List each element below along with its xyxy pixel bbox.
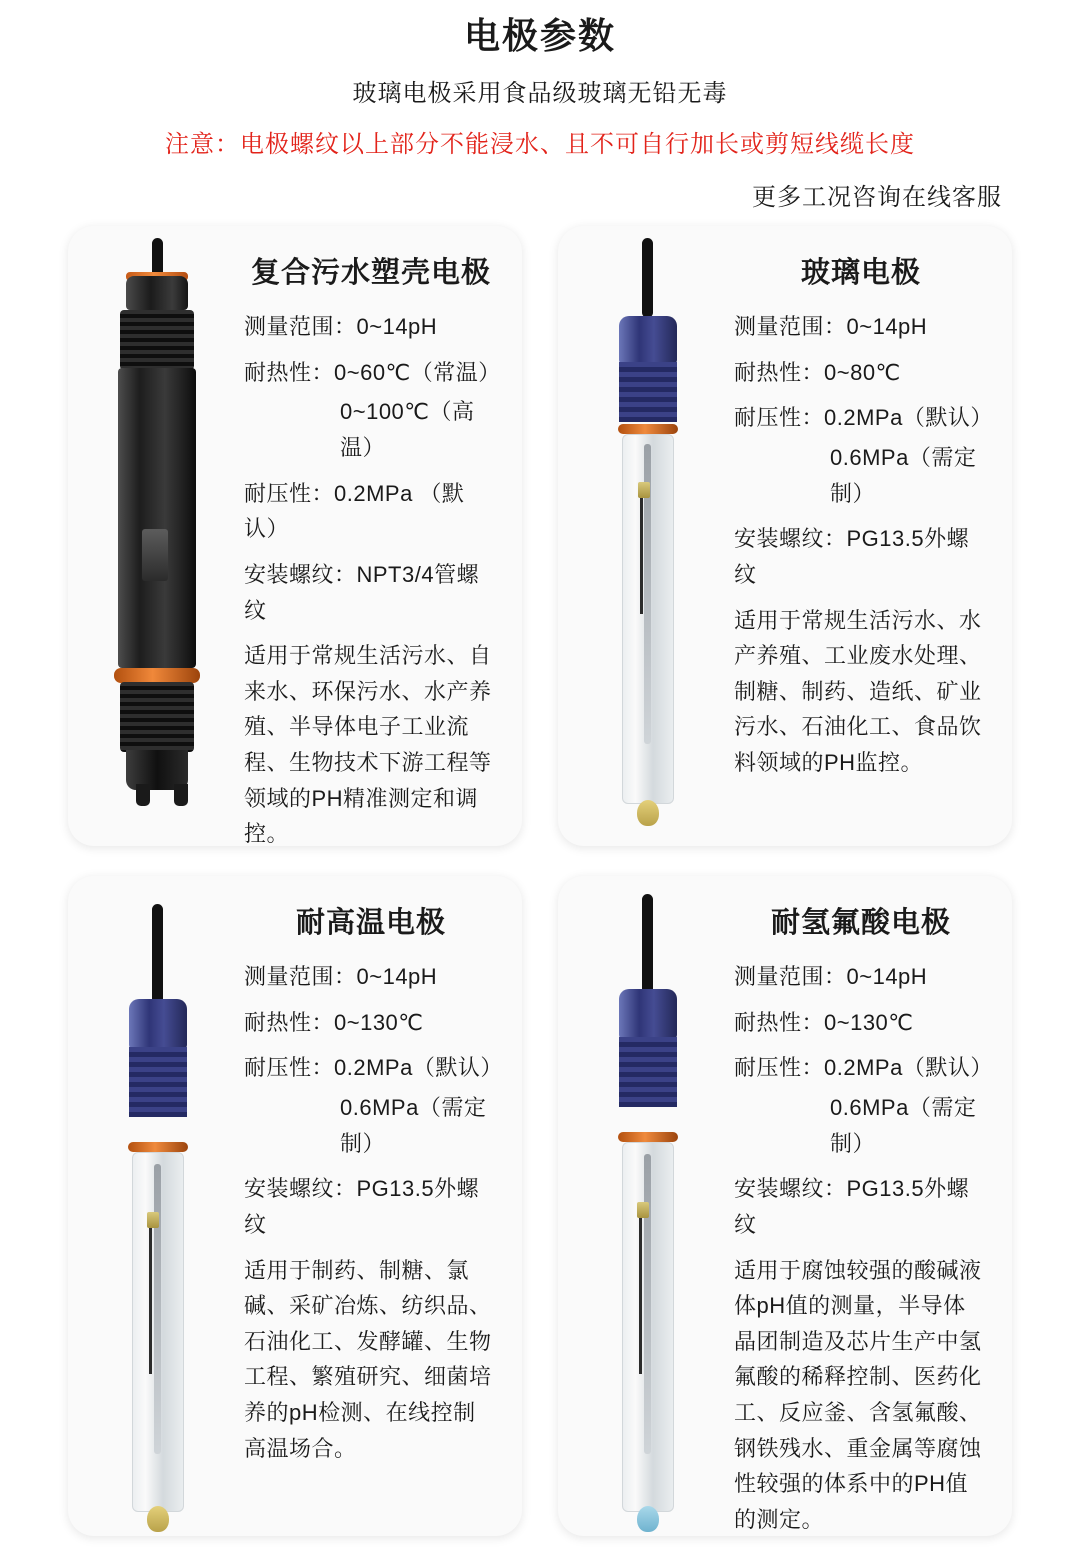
spec-heat-resistance-high: 0~100℃（高温）	[340, 399, 475, 461]
probe-thread-rings	[619, 1037, 677, 1107]
cable-icon	[642, 238, 653, 318]
electrode-card-hf-resistant	[558, 876, 1012, 1536]
probe-prong-left	[136, 784, 150, 806]
spec-measuring-range: 测量范围：0~14pH	[734, 314, 928, 340]
glass-inner-tube	[644, 1154, 651, 1454]
probe-cap	[126, 276, 188, 310]
card-description: 适用于常规生活污水、自来水、环保污水、水产养殖、半导体电子工业流程、生物技术下游工程等领域的PH精准测定和调控。	[244, 643, 492, 847]
spec-mounting-thread: 安装螺纹：NPT3/4管螺纹	[244, 561, 480, 623]
orange-seal-ring	[618, 424, 678, 434]
spec-heat-resistance: 耐热性：0~60℃（常温）	[244, 359, 501, 385]
spec-measuring-range: 测量范围：0~14pH	[244, 314, 438, 340]
electrode-info-high-temp	[240, 894, 503, 1516]
internal-wire	[149, 1224, 152, 1374]
card-description: 适用于制药、制糖、氯碱、采矿冶炼、纺织品、石油化工、发酵罐、生物工程、繁殖研究、细菌培养的pH检测、在线控制高温场合。	[244, 1257, 492, 1461]
electrode-card-glass	[558, 226, 1012, 846]
spec-heat-resistance: 耐热性：0~130℃	[734, 1009, 914, 1035]
probe-illustration-glass	[580, 244, 730, 826]
probe-thread-upper	[120, 310, 194, 370]
probe-body	[118, 368, 196, 668]
spec-measuring-range: 测量范围：0~14pH	[244, 964, 438, 990]
spec-pressure-resistance: 耐压性：0.2MPa（默认）	[244, 1055, 503, 1081]
card-title: 复合污水塑壳电极	[250, 257, 491, 290]
probe-illustration-plastic	[90, 244, 240, 826]
warning-notice: 注意：电极螺纹以上部分不能浸水、且不可自行加长或剪短线缆长度	[165, 131, 915, 159]
spec-pressure-resistance: 耐压性：0.2MPa（默认）	[734, 1055, 993, 1081]
sensor-bulb	[637, 1506, 659, 1532]
orange-seal-ring	[114, 668, 200, 683]
spec-mounting-thread: 安装螺纹：PG13.5外螺纹	[734, 1176, 970, 1237]
probe-illustration-hf	[580, 894, 730, 1516]
spec-measuring-range: 测量范围：0~14pH	[734, 964, 928, 990]
card-description: 适用于腐蚀较强的酸碱液体pH值的测量，半导体晶团制造及芯片生产中氢氟酸的稀释控制、医药化工、反应釜、含氢氟酸、钢铁残水、重金属等腐蚀性较强的体系中的PH值的测定。	[734, 1257, 982, 1532]
page-subtitle: 玻璃电极采用食品级玻璃无铅无毒	[352, 80, 728, 108]
page-title: 电极参数	[463, 15, 616, 56]
spec-pressure-resistance-custom: 0.6MPa（需定制）	[830, 1095, 977, 1156]
electrode-image-glass	[580, 244, 730, 826]
spec-mounting-thread: 安装螺纹：PG13.5外螺纹	[244, 1176, 480, 1237]
probe-thread-rings	[129, 1047, 187, 1117]
card-title: 耐高温电极	[295, 907, 446, 940]
probe-head	[129, 999, 187, 1049]
card-title: 耐氢氟酸电极	[770, 907, 951, 940]
electrode-info-glass	[730, 244, 993, 826]
customer-service-note: 更多工况咨询在线客服	[752, 184, 1002, 212]
spec-pressure-resistance: 耐压性：0.2MPa （默认）	[244, 480, 465, 542]
internal-contact	[147, 1212, 159, 1228]
sensor-bulb	[637, 800, 659, 826]
sensor-bulb	[147, 1506, 169, 1532]
orange-seal-ring	[128, 1142, 188, 1152]
internal-wire	[640, 494, 643, 614]
internal-contact	[637, 1202, 649, 1218]
internal-contact	[638, 482, 650, 498]
probe-thread-lower	[120, 682, 194, 752]
cable-icon	[642, 894, 653, 994]
page-header	[0, 0, 1080, 212]
probe-thread-rings	[619, 362, 677, 422]
orange-seal-ring	[618, 1132, 678, 1142]
probe-head	[619, 316, 677, 364]
electrode-info-hf-resistant	[730, 894, 993, 1532]
internal-wire	[639, 1214, 642, 1374]
electrode-image-plastic	[90, 244, 240, 826]
cable-icon	[152, 904, 163, 1004]
spec-heat-resistance: 耐热性：0~80℃	[734, 359, 901, 385]
probe-prong-right	[174, 784, 188, 806]
card-title: 玻璃电极	[800, 257, 921, 290]
electrode-card-high-temp	[68, 876, 522, 1536]
electrode-image-high-temp	[90, 894, 240, 1516]
electrode-image-hf-resistant	[580, 894, 730, 1516]
glass-inner-tube	[154, 1164, 161, 1454]
spec-pressure-resistance-custom: 0.6MPa（需定制）	[340, 1095, 487, 1156]
spec-pressure-resistance: 耐压性：0.2MPa（默认）	[734, 405, 993, 431]
spec-pressure-resistance-custom: 0.6MPa（需定制）	[830, 445, 977, 506]
electrode-card-grid	[0, 226, 1080, 1536]
spec-heat-resistance: 耐热性：0~130℃	[244, 1009, 424, 1035]
electrode-info-plastic	[240, 244, 501, 847]
card-description: 适用于常规生活污水、水产养殖、工业废水处理、制糖、制药、造纸、矿业污水、石油化工、食品饮料领域的PH监控。	[734, 607, 982, 776]
probe-illustration-high-temp	[90, 894, 240, 1516]
spec-mounting-thread: 安装螺纹：PG13.5外螺纹	[734, 526, 970, 587]
electrode-card-plastic	[68, 226, 522, 846]
probe-head	[619, 989, 677, 1039]
probe-label-window	[142, 529, 168, 581]
